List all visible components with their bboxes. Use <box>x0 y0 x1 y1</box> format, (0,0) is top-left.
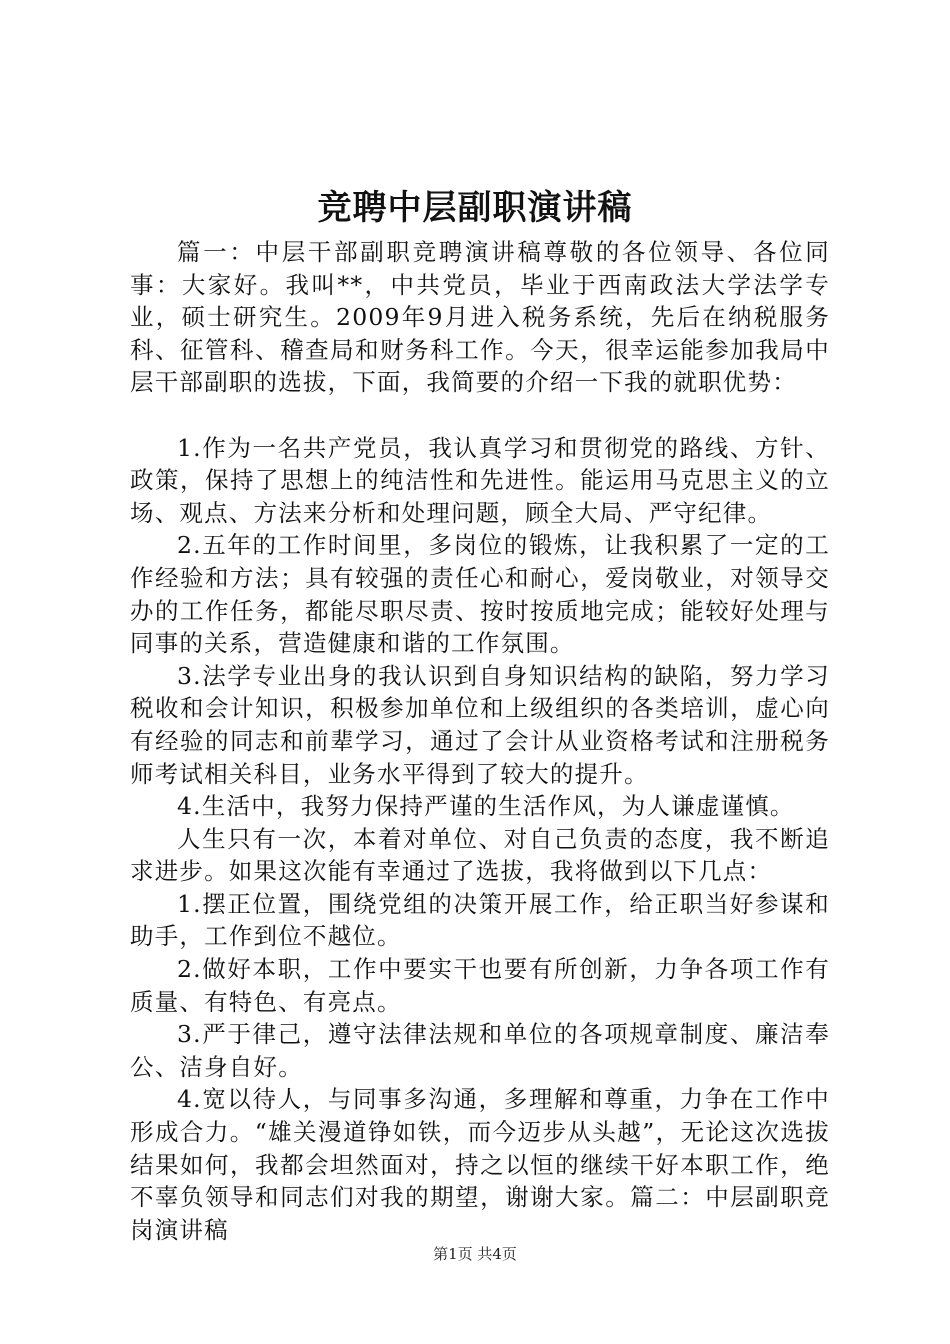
paragraph-advantage-2: 2.五年的工作时间里，多岗位的锻炼，让我积累了一定的工作经验和方法；具有较强的责任心和耐心，爱岗敬业，对领导交办的工作任务，都能尽职尽责、按时按质地完成；能较好处理与同事的关系，营造健康和谐的工作氛围。 <box>130 531 830 658</box>
paragraph-advantage-3: 3.法学专业出身的我认识到自身知识结构的缺陷，努力学习税收和会计知识，积极参加单位和上级组织的各类培训，虚心向有经验的同志和前辈学习，通过了会计从业资格考试和注册税务师考试相关科目，业务水平得到了较大的提升。 <box>130 661 830 788</box>
paragraph-plan-1: 1.摆正位置，围绕党组的决策开展工作，给正职当好参谋和助手，工作到位不越位。 <box>130 889 830 951</box>
paragraph-advantage-1: 1.作为一名共产党员，我认真学习和贯彻党的路线、方针、政策，保持了思想上的纯洁性和先进性。能运用马克思主义的立场、观点、方法来分析和处理问题，顾全大局、严守纪律。 <box>130 433 830 527</box>
paragraph-intro: 篇一：中层干部副职竞聘演讲稿尊敬的各位领导、各位同事：大家好。我叫**，中共党员，毕业于西南政法大学法学专业，硕士研究生。2009年9月进入税务系统，先后在纳税服务科、征管科、稽查局和财务科工作。今天，很幸运能参加我局中层干部副职的选拔，下面，我简要的介绍一下我的就职优势： <box>130 238 830 397</box>
paragraph-plan-4: 4.宽以待人，与同事多沟通，多理解和尊重，力争在工作中形成合力。“雄关漫道铮如铁，而今迈步从头越”，无论这次选拔结果如何，我都会坦然面对，持之以恒的继续干好本职工作，绝不辜负领导和同志们对我的期望，谢谢大家。篇二：中层副职竞岗演讲稿 <box>130 1085 830 1244</box>
paragraph-advantage-4: 4.生活中，我努力保持严谨的生活作风，为人谦虚谨慎。 <box>177 792 795 821</box>
paragraph-plan-3: 3.严于律己，遵守法律法规和单位的各项规章制度、廉洁奉公、洁身自好。 <box>130 1020 830 1081</box>
paragraph-plan-2: 2.做好本职，工作中要实干也要有所创新，力争各项工作有质量、有特色、有亮点。 <box>130 955 830 1016</box>
paragraph-transition: 人生只有一次，本着对单位、对自己负责的态度，我不断追求进步。如果这次能有幸通过了选拔，我将做到以下几点： <box>130 824 830 886</box>
page-footer: 第1页 共4页 <box>433 1245 517 1263</box>
document-body <box>130 236 830 1246</box>
document-title: 竞聘中层副职演讲稿 <box>317 188 633 228</box>
